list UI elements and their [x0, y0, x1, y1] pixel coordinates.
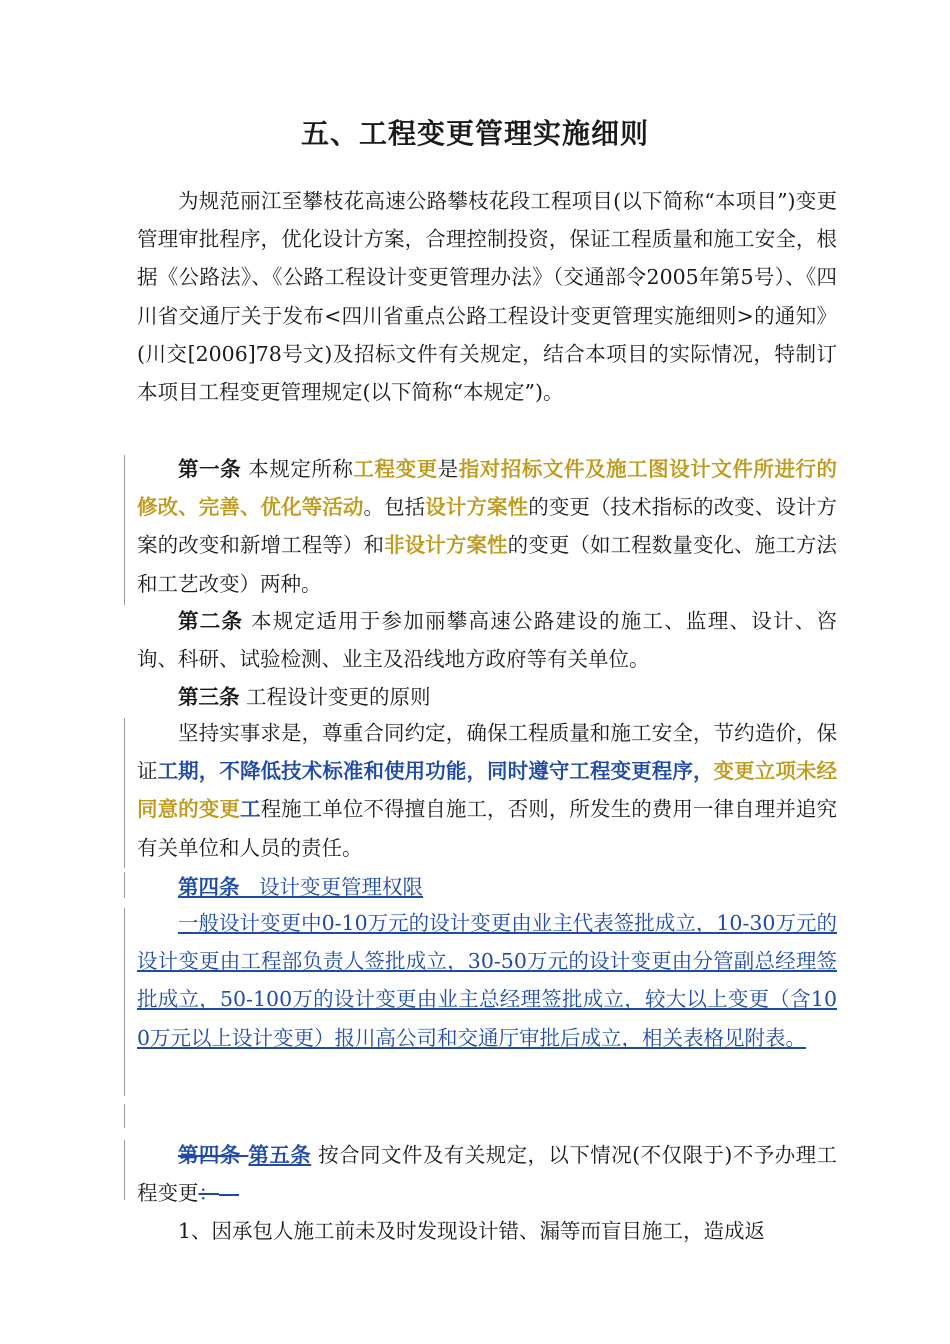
article-3-text: 工程设计变更的原则 — [239, 685, 431, 709]
article-4-body: 一般设计变更中0-10万元的设计变更由业主代表签批成立，10-30万元的设计变更由工程部负责人签批成立，30-50万元的设计变更由分管副总经理签批成立，50-100万的设计变更由业主总经理签批成立，较大以上变更（含100万元以上设计变更）报川高公司和交通厅审批后成立，相关表格见附表。 — [137, 911, 837, 1050]
article-3-heading: 第三条 — [178, 685, 240, 709]
revision-bar — [124, 1104, 125, 1128]
article-5-heading: 第五条 — [248, 1143, 312, 1167]
article-4-text: 设计变更管理权限 — [239, 875, 424, 899]
principle-highlight-blue: 工期，不降低技术标准和使用功能，同时遵守工程变更程序， — [157, 759, 714, 784]
revision-bar — [124, 455, 125, 605]
article-1 — [137, 450, 837, 603]
article-3 — [137, 678, 837, 716]
deleted-mark — [219, 1194, 239, 1196]
article-1-text: 。包括 — [363, 495, 426, 520]
article-1-text: 的变更（技术指标的改变、设计方案的改变和新增工程等）和 — [137, 495, 838, 558]
revision-bar — [124, 872, 125, 898]
article-1-highlight: 设计方案性 — [425, 495, 529, 520]
revision-bar — [124, 718, 125, 868]
revision-bar — [124, 1140, 125, 1200]
principle-text: 坚持实事求是，尊重合同约定，确保工程质量和施工安全，节约造价，保证 — [137, 721, 837, 784]
revision-bar — [124, 908, 125, 1096]
article-5-text: 按合同文件及有关规定，以下情况(不仅限于)不予办理工程变更 — [137, 1143, 838, 1206]
article-1-text: 的变更（如工程数量变化、施工方法和工艺改变）两种。 — [137, 533, 838, 596]
article-1-highlight: 指对招标文件及施工图设计文件所进行的修改、完善、优化等活动 — [137, 457, 838, 520]
article-1-text: 是 — [437, 457, 459, 481]
article-1-highlight: 工程变更 — [353, 457, 438, 481]
article-2-heading: 第二条 — [178, 609, 244, 633]
article-2-text: 本规定适用于参加丽攀高速公路建设的施工、监理、设计、咨询、科研、试验检测、业主及沿线地方政府等有关单位。 — [137, 609, 838, 672]
article-4-heading: 第四条 — [178, 875, 240, 899]
article-5-deleted-tail: ： — [198, 1181, 219, 1206]
principle-highlight-blue: 工 — [239, 797, 261, 822]
intro-paragraph: 为规范丽江至攀枝花高速公路攀枝花段工程项目(以下简称“本项目”)变更管理审批程序，优化设计方案，合理控制投资，保证工程质量和施工安全，根据《公路法》、《公路工程设计变更管理办法》（交通部令2005年第5号）、《四川省交通厅关于发布<四川省重点公路工程设计变更管理实施细则>的通知》(川交[2006]78号文)及招标文件有关规定，结合本项目的实际情况，特制订本项目工程变更管理规定(以下简称“本规定”)。 — [137, 189, 837, 405]
article-5-deleted-heading: 第四条 — [178, 1143, 249, 1167]
article-4 — [137, 868, 837, 906]
article-1-text: 本规定所称 — [241, 457, 354, 481]
principle-text: 程施工单位不得擅自施工，否则，所发生的费用一律自理并追究有关单位和人员的责任。 — [137, 797, 838, 860]
principle-paragraph — [137, 714, 837, 867]
article-1-heading: 第一条 — [178, 457, 242, 481]
article-5 — [137, 1136, 837, 1212]
principle-highlight-gold: 变更立项未经同意的变更 — [137, 759, 838, 822]
article-2 — [137, 602, 837, 678]
article-1-highlight: 非设计方案性 — [384, 533, 508, 558]
list-item-1: 1、因承包人施工前未及时发现设计错、漏等而盲目施工，造成返 — [178, 1219, 766, 1243]
page-title: 五、工程变更管理实施细则 — [300, 117, 649, 150]
